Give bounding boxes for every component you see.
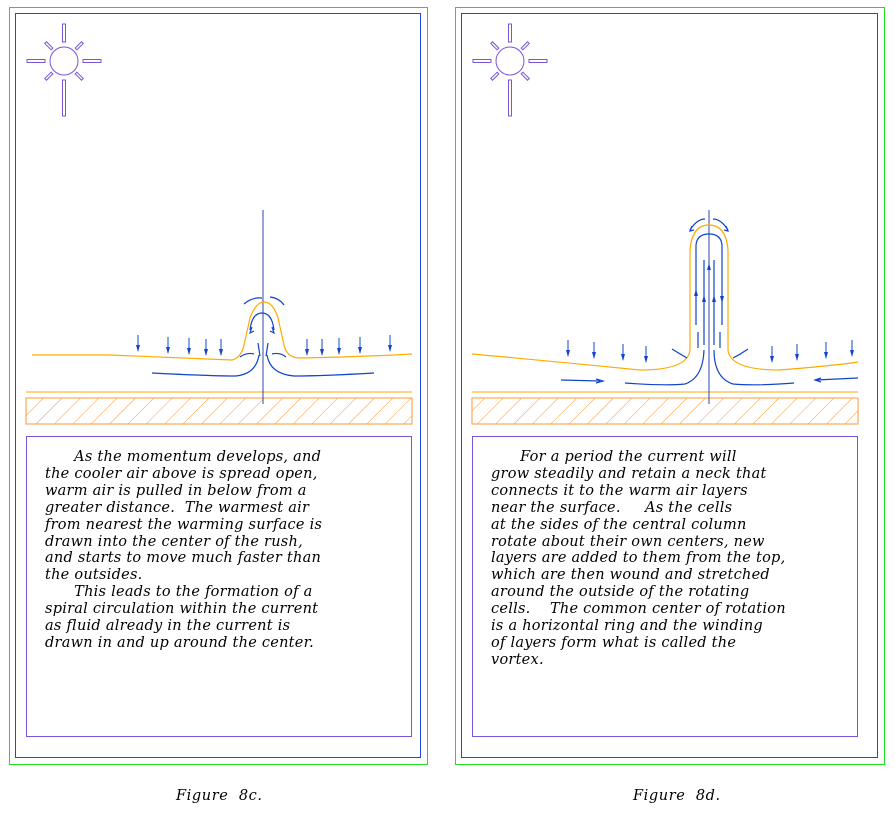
sun-icon xyxy=(27,24,101,116)
paragraph-8c-1: As the momentum develops, and the cooler air above is spread open, warm air is pulled in below from a greater distance. The warmest air from nearest the warming surface is drawn into the center of the rush, and starts to move much faster than the outsides. xyxy=(45,449,323,584)
ground-surface xyxy=(472,392,858,424)
down-arrows-8c xyxy=(136,335,392,356)
ground-surface xyxy=(26,392,412,424)
figure-caption-8c: Figure 8c. xyxy=(176,788,263,804)
paragraph-8c-2: This leads to the formation of a spiral circulation within the current as fluid already in the current is drawn in and up around the center. xyxy=(45,584,319,651)
paragraph-8d-1: For a period the current will grow steadily and retain a neck that connects it to the warm air layers near the surface. As the cells at the sides of the central column rotate about their own centers, new layers are added to them from the top, which are then wound and stretched around the outside of the rotating cells. The common center of rotation is a horizontal ring and the winding of layers form what is called the vortex. xyxy=(491,449,786,668)
figure-caption-8d: Figure 8d. xyxy=(633,788,721,804)
down-arrows-8d xyxy=(566,340,854,363)
warm-air-column xyxy=(472,225,858,370)
sun-icon xyxy=(473,24,547,116)
